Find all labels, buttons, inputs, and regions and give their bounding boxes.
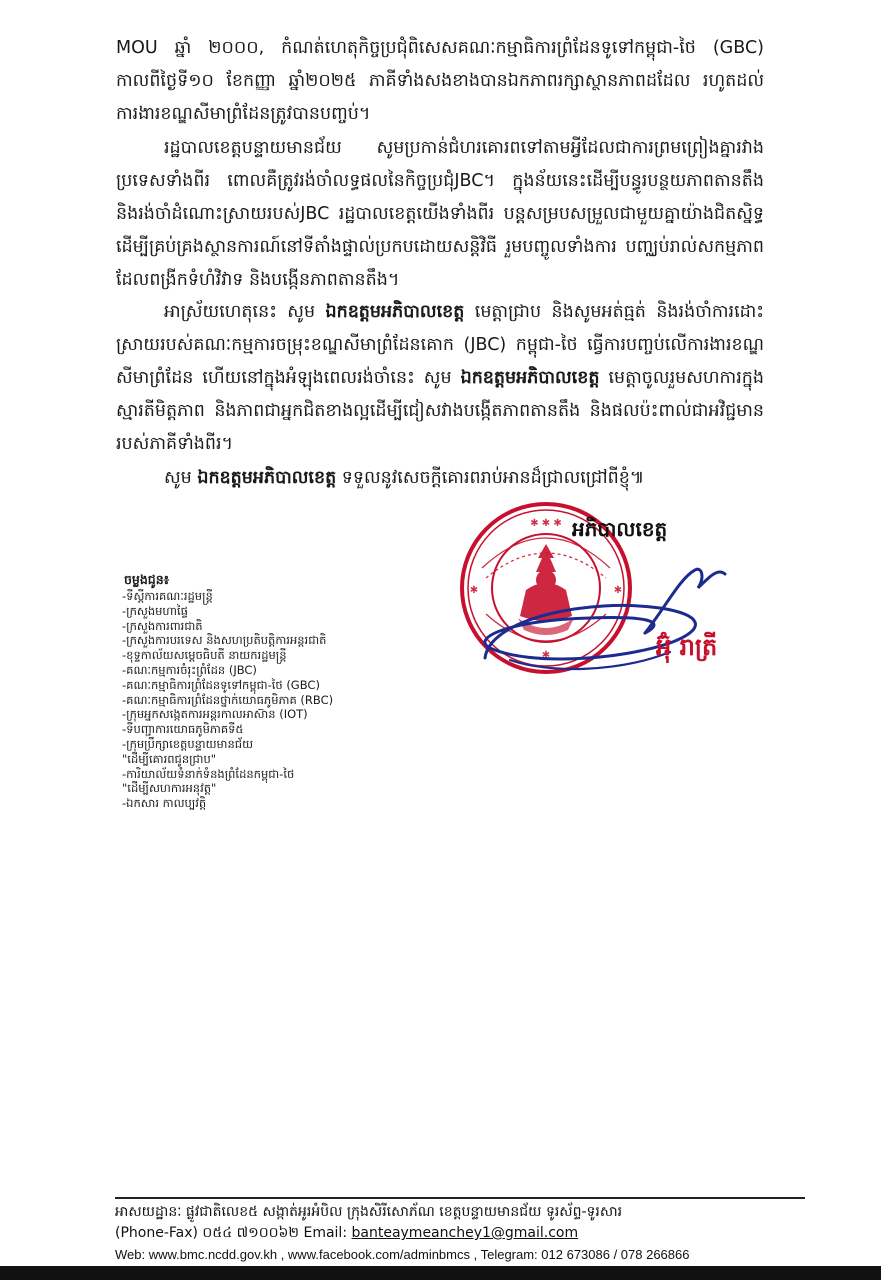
paragraph-1: MOU ឆ្នាំ ២០០០, កំណត់ហេតុកិច្ចប្រជុំពិសេសគណៈកម្មាធិការព្រំដែនទូទៅកម្ពុជា-ថៃ (GBC) កាលពីថ្ងៃទី១០ ខែកញ្ញា ឆ្នាំ២០២៥ ភាគីទាំងសងខាងបានឯកភាពរក្សាស្ថានភាពដដែល រហូតដល់ការងារខណ្ឌសីមាព្រំដែនត្រូវបានបញ្ចប់។ (116, 38, 764, 124)
handwritten-signature (470, 548, 730, 688)
cc-list (122, 589, 333, 811)
paragraph-3-text: អាស្រ័យហេតុនេះ សូម (164, 302, 326, 322)
svg-text:✱: ✱ (541, 650, 551, 661)
cc-item: -ឯកសារ កាលប្បវត្តិ (122, 796, 207, 811)
paragraph-3-text: មេត្តាចូលរួមសហការក្នុងស្មារតីមិត្តភាព និងភាពជាអ្នកជិតខាងល្អដើម្បីជៀសវាងបង្កើតភាពតានតឹង និងផលប៉ះពាល់ជាអវិជ្ជមានរបស់ភាគីទាំងពីរ។ (116, 368, 764, 454)
footer-web[interactable]: Web: www.bmc.ncdd.gov.kh , www.facebook.com/adminbmcs , Telegram: 012 673086 / 078 266866 (115, 1247, 690, 1262)
cc-item: -គណៈកម្មការចំរុះព្រំដែន (JBC) (122, 662, 257, 677)
paragraph-3 (116, 296, 764, 461)
cc-item-note: "ដើម្បីគោរពជូនជ្រាប" (122, 751, 217, 766)
footer-divider (115, 1197, 805, 1199)
svg-text:✱ ✱ ✱: ✱ ✱ ✱ (530, 518, 562, 529)
footer-email-link[interactable]: banteaymeanchey1@gmail.com (351, 1225, 579, 1241)
cc-item: -ក្រុមប្រឹក្សាខេត្តបន្ទាយមានជ័យ (122, 736, 254, 751)
cc-heading: ចម្លងជូន៖ (124, 572, 170, 587)
closing-text: សូម (164, 468, 198, 488)
cc-item: -ក្រសួងមហាផ្ទៃ (122, 603, 188, 618)
cc-item: -ទីស្តីការគណៈរដ្ឋមន្ត្រី (122, 589, 213, 603)
paragraph-2: រដ្ឋបាលខេត្តបន្ទាយមានជ័យ សូមប្រកាន់ជំហរគោរពទៅតាមអ្វីដែលជាការព្រមព្រៀងគ្នារវាងប្រទេសទាំងពីរ ពោលគឺត្រូវរង់ចាំលទ្ធផលនៃកិច្ចប្រជុំJBC។ ក្នុងន័យនេះដើម្បីបន្ធូរបន្ថយភាពតានតឹង និងរង់ចាំដំណោះស្រាយរបស់JBC រដ្ឋបាលខេត្តយើងទាំងពីរ បន្តសម្របសម្រួលជាមួយគ្នាយ៉ាងជិតស្និទ្ធដើម្បីគ្រប់គ្រងស្ថានការណ៍នៅទីតាំងផ្ទាល់ប្រកបដោយសន្តិវិធី រួមបញ្ចូលទាំងការ បញ្ឈប់រាល់សកម្មភាពដែលពង្រីកទំហំវិវាទ និងបង្កើនភាពតានតឹង។ (116, 138, 764, 290)
footer-contact (115, 1223, 689, 1244)
cc-item: -ក្រុមអ្នកសង្កេតការអន្តរកាលអាស៊ាន (IOT) (122, 707, 308, 722)
cc-item: -ការិយាល័យទំនាក់ទំនងព្រំដែនកម្ពុជា-ថៃ (122, 766, 295, 781)
cc-item: -គណៈកម្មាធិការព្រំដែនទូទៅកម្ពុជា-ថៃ (GBC) (122, 677, 320, 692)
scan-edge-bar (0, 1266, 881, 1280)
cc-item: -ខុទ្ទកាល័យសម្តេចធិបតី នាយករដ្ឋមន្ត្រី (122, 648, 287, 663)
footer-email-label: Email: (303, 1225, 348, 1241)
governor-title-bold: ឯកឧត្តមអភិបាលខេត្ត (460, 368, 600, 388)
governor-title-bold: ឯកឧត្តមអភិបាលខេត្ត (325, 302, 465, 322)
footer-phone: (Phone-Fax) ០៥៤ ៧១០០៦២ (115, 1225, 300, 1241)
closing-paragraph (116, 462, 764, 495)
cc-item: -ទីបញ្ជាការយោធភូមិភាគទី៥ (122, 722, 244, 737)
governor-title-bold: ឯកឧត្តមអភិបាលខេត្ត (197, 468, 337, 488)
closing-text: ទទួលនូវសេចក្តីគោរពរាប់អានដ៏ជ្រាលជ្រៅពីខ្ញុំ៕ (336, 468, 645, 488)
paragraph-3-text: មេត្តាជ្រាប និងសូមអត់ធ្មត់ និងរង់ចាំការដោះស្រាយរបស់គណៈកម្មការចម្រុះខណ្ឌសីមាព្រំដែនគោក (JBC) កម្ពុជា-ថៃ ធ្វើការបញ្ចប់លើការងារខណ្ឌសីមាព្រំដែន ហើយនៅក្នុងអំឡុងពេលរង់ចាំនេះ សូម (116, 302, 764, 388)
signatory-title: អភិបាលខេត្ត (572, 517, 668, 541)
signatory-name: អ៊ុំ រាត្រី (656, 633, 718, 661)
footer-address: អាសយដ្ឋានៈ ផ្លូវជាតិលេខ៥ សង្កាត់អូរអំបិល ក្រុងសិរីសោភ័ណ ខេត្តបន្ទាយមានជ័យ ទូរស័ព្ទ-ទូរសារ (115, 1204, 623, 1220)
cc-item: -ក្រសួងការបរទេស និងសហប្រតិបត្តិការអន្តរជាតិ (122, 633, 327, 648)
cc-item-note: "ដើម្បីសហការអនុវត្ត" (122, 781, 217, 796)
footer (115, 1202, 689, 1265)
cc-item: -ក្រសួងការពារជាតិ (122, 618, 203, 633)
svg-text:✱: ✱ (469, 585, 479, 596)
cc-item: -គណៈកម្មាធិការព្រំដែនថ្នាក់យោធភូមិភាគ (RBC) (122, 692, 334, 707)
svg-text:✱: ✱ (613, 585, 623, 596)
